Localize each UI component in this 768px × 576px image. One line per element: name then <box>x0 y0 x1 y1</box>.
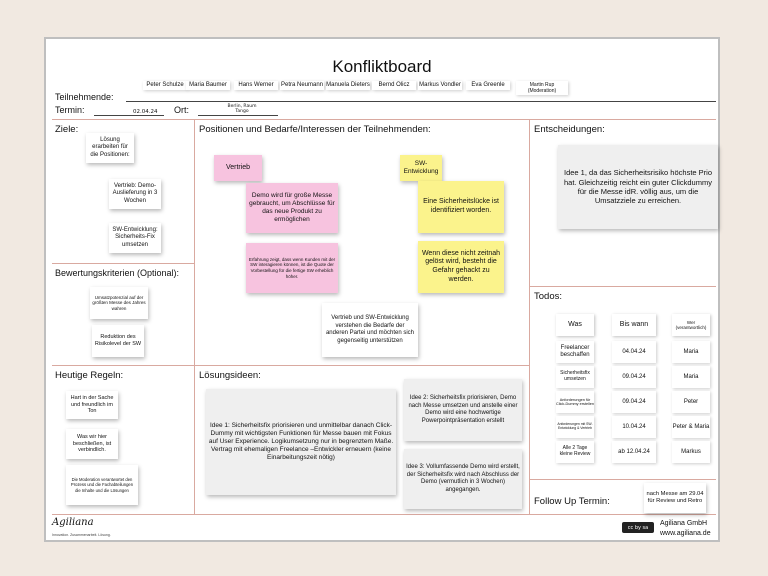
todo-what: Anforderungen für Click-Dummy erstellen <box>556 391 594 413</box>
participant-tag: Eva Greenle <box>466 81 510 90</box>
followup-title: Follow Up Termin: <box>534 496 610 507</box>
participant-tag: Manuela Dieters <box>326 81 370 90</box>
vertrieb-label: Vertrieb <box>214 155 262 181</box>
todo-what: Sicherheitsfix umsetzen <box>556 366 594 388</box>
regeln-title: Heutige Regeln: <box>55 370 124 381</box>
participant-tag: Petra Neumann <box>280 81 324 90</box>
company-name: Agiliana GmbH <box>660 520 708 527</box>
todo-when: ab 12.04.24 <box>612 441 656 463</box>
vertrieb-note: Demo wird für große Messe gebraucht, um Abschlüsse für das neue Produkt zu ermöglichen <box>246 183 338 233</box>
todo-col-was: Was <box>556 314 594 336</box>
company-url[interactable]: www.agiliana.de <box>660 530 711 537</box>
logo-subtitle: Innovation. Zusammenarbeit. Lösung. <box>52 533 111 537</box>
sw-note: Eine Sicherheitslücke ist identifiziert worden. <box>418 181 504 233</box>
participant-tag: Bernd Olicz <box>372 81 416 90</box>
participant-tag: Markus Vondler <box>418 81 462 90</box>
board-title: Konfliktboard <box>332 57 432 76</box>
entscheidung-note: Idee 1, da das Sicherheitsrisiko höchste Prio hat. Gleichzeitig reicht ein guter Clickdummy für die Messe idR. völlig aus, um die Umsatzziele zu erreichen. <box>558 145 718 229</box>
todo-what: Freelancer beschaffen <box>556 341 594 363</box>
bewertung-title: Bewertungskriterien (Optional): <box>55 268 180 278</box>
todo-col-bis-wann: Bis wann <box>612 314 656 336</box>
termin-label: Termin: <box>55 105 85 115</box>
todo-what: Alle 2 Tage kleine Review <box>556 441 594 463</box>
agiliana-logo: Agiliana <box>52 517 94 528</box>
participant-tag: Peter Schulze <box>143 81 187 90</box>
shared-note: Vertrieb und SW-Entwicklung verstehen die Bedarfe der anderen Partei und möchten sich gegenseitig unterstützen <box>322 303 418 357</box>
todo-who: Peter & Maria <box>672 416 710 438</box>
positionen-title: Positionen und Bedarfe/Interessen der Teilnehmenden: <box>199 124 431 135</box>
ort-value: Berlin, Raum Tango <box>227 104 257 115</box>
cc-license-icon: cc by sa <box>622 522 654 533</box>
loesungen-title: Lösungsideen: <box>199 370 261 381</box>
konfliktboard <box>44 37 720 542</box>
todo-who: Maria <box>672 366 710 388</box>
ort-label: Ort: <box>174 105 189 115</box>
participant-tag: Martin Rup (Moderation) <box>516 81 568 95</box>
ziele-title: Ziele: <box>55 124 79 135</box>
participant-tag: Maria Baumer <box>186 81 230 90</box>
ziele-note: Lösung erarbeiten für die Positionen: <box>86 133 134 163</box>
sw-note: Wenn diese nicht zeitnah gelöst wird, besteht die Gefahr gehackt zu werden. <box>418 241 504 293</box>
regeln-note: Die Moderation verantwortet den Prozess und die Fachabteilungen die Inhalte und die Lösungen <box>66 465 138 505</box>
entscheidungen-title: Entscheidungen: <box>534 124 605 135</box>
todo-when: 09.04.24 <box>612 366 656 388</box>
regeln-note: Hart in der Sache und freundlich im Ton <box>66 391 118 419</box>
ziele-note: Vertrieb: Demo-Auslieferung in 3 Wochen <box>109 179 161 209</box>
todo-who: Maria <box>672 341 710 363</box>
todo-who: Peter <box>672 391 710 413</box>
bewertung-note: Umsatzpotenzial auf der größten Messe des Jahres wahren <box>90 287 148 319</box>
teilnehmende-label: Teilnehmende: <box>55 92 114 102</box>
bewertung-note: Reduktion des Risikolevel der SW <box>92 325 144 357</box>
todo-what: Anforderungen mit SW-Entwicklung & Vertrieb <box>556 416 594 438</box>
participant-tag: Hans Werner <box>234 81 278 90</box>
todo-who: Markus <box>672 441 710 463</box>
regeln-note: Was wir hier beschließen, ist verbindlich. <box>66 429 118 459</box>
todo-when: 04.04.24 <box>612 341 656 363</box>
todo-col-wer: Wer (verantwortlich) <box>672 314 710 336</box>
termin-value: 02.04.24 <box>133 109 158 115</box>
vertrieb-note: Erfahrung zeigt, dass wenn Kunden mit der SW interagieren können, ist die Quote der Vorbestellung für die fertige SW erheblich höher. <box>246 243 338 293</box>
idee-2-note: Idee 2: Sicherheitsfix priorisieren, Demo nach Messe umsetzen und anstelle einer Demo wird eine hochwertige Powerpointpräsentation erstellt <box>404 379 522 441</box>
followup-note: nach Messe am 29.04 für Review und Retro <box>644 483 706 513</box>
idee-1-note: Idee 1: Sicherheitsfix priorisieren und unmittelbar danach Click-Dummy mit wichtigsten Funktionen für Messe bauen mit Fokus auf User Experience. Logikumsetzung nur in begrenztem Maße. Vertrag mit ehemaligen Freelance –Entwickler erneuern (keine Einarbeitungszeit nötig) <box>206 389 396 495</box>
sw-label: SW-Entwicklung <box>400 155 442 181</box>
todo-when: 09.04.24 <box>612 391 656 413</box>
todos-title: Todos: <box>534 291 562 302</box>
ziele-note: SW-Entwicklung: Sicherheits-Fix umsetzen <box>109 223 161 253</box>
todo-when: 10.04.24 <box>612 416 656 438</box>
idee-3-note: Idee 3: Vollumfassende Demo wird erstellt, der Sicherheitsfix wird nach Abschluss der Demo (vermutlich in 3 Wochen) angegangen. <box>404 449 522 509</box>
